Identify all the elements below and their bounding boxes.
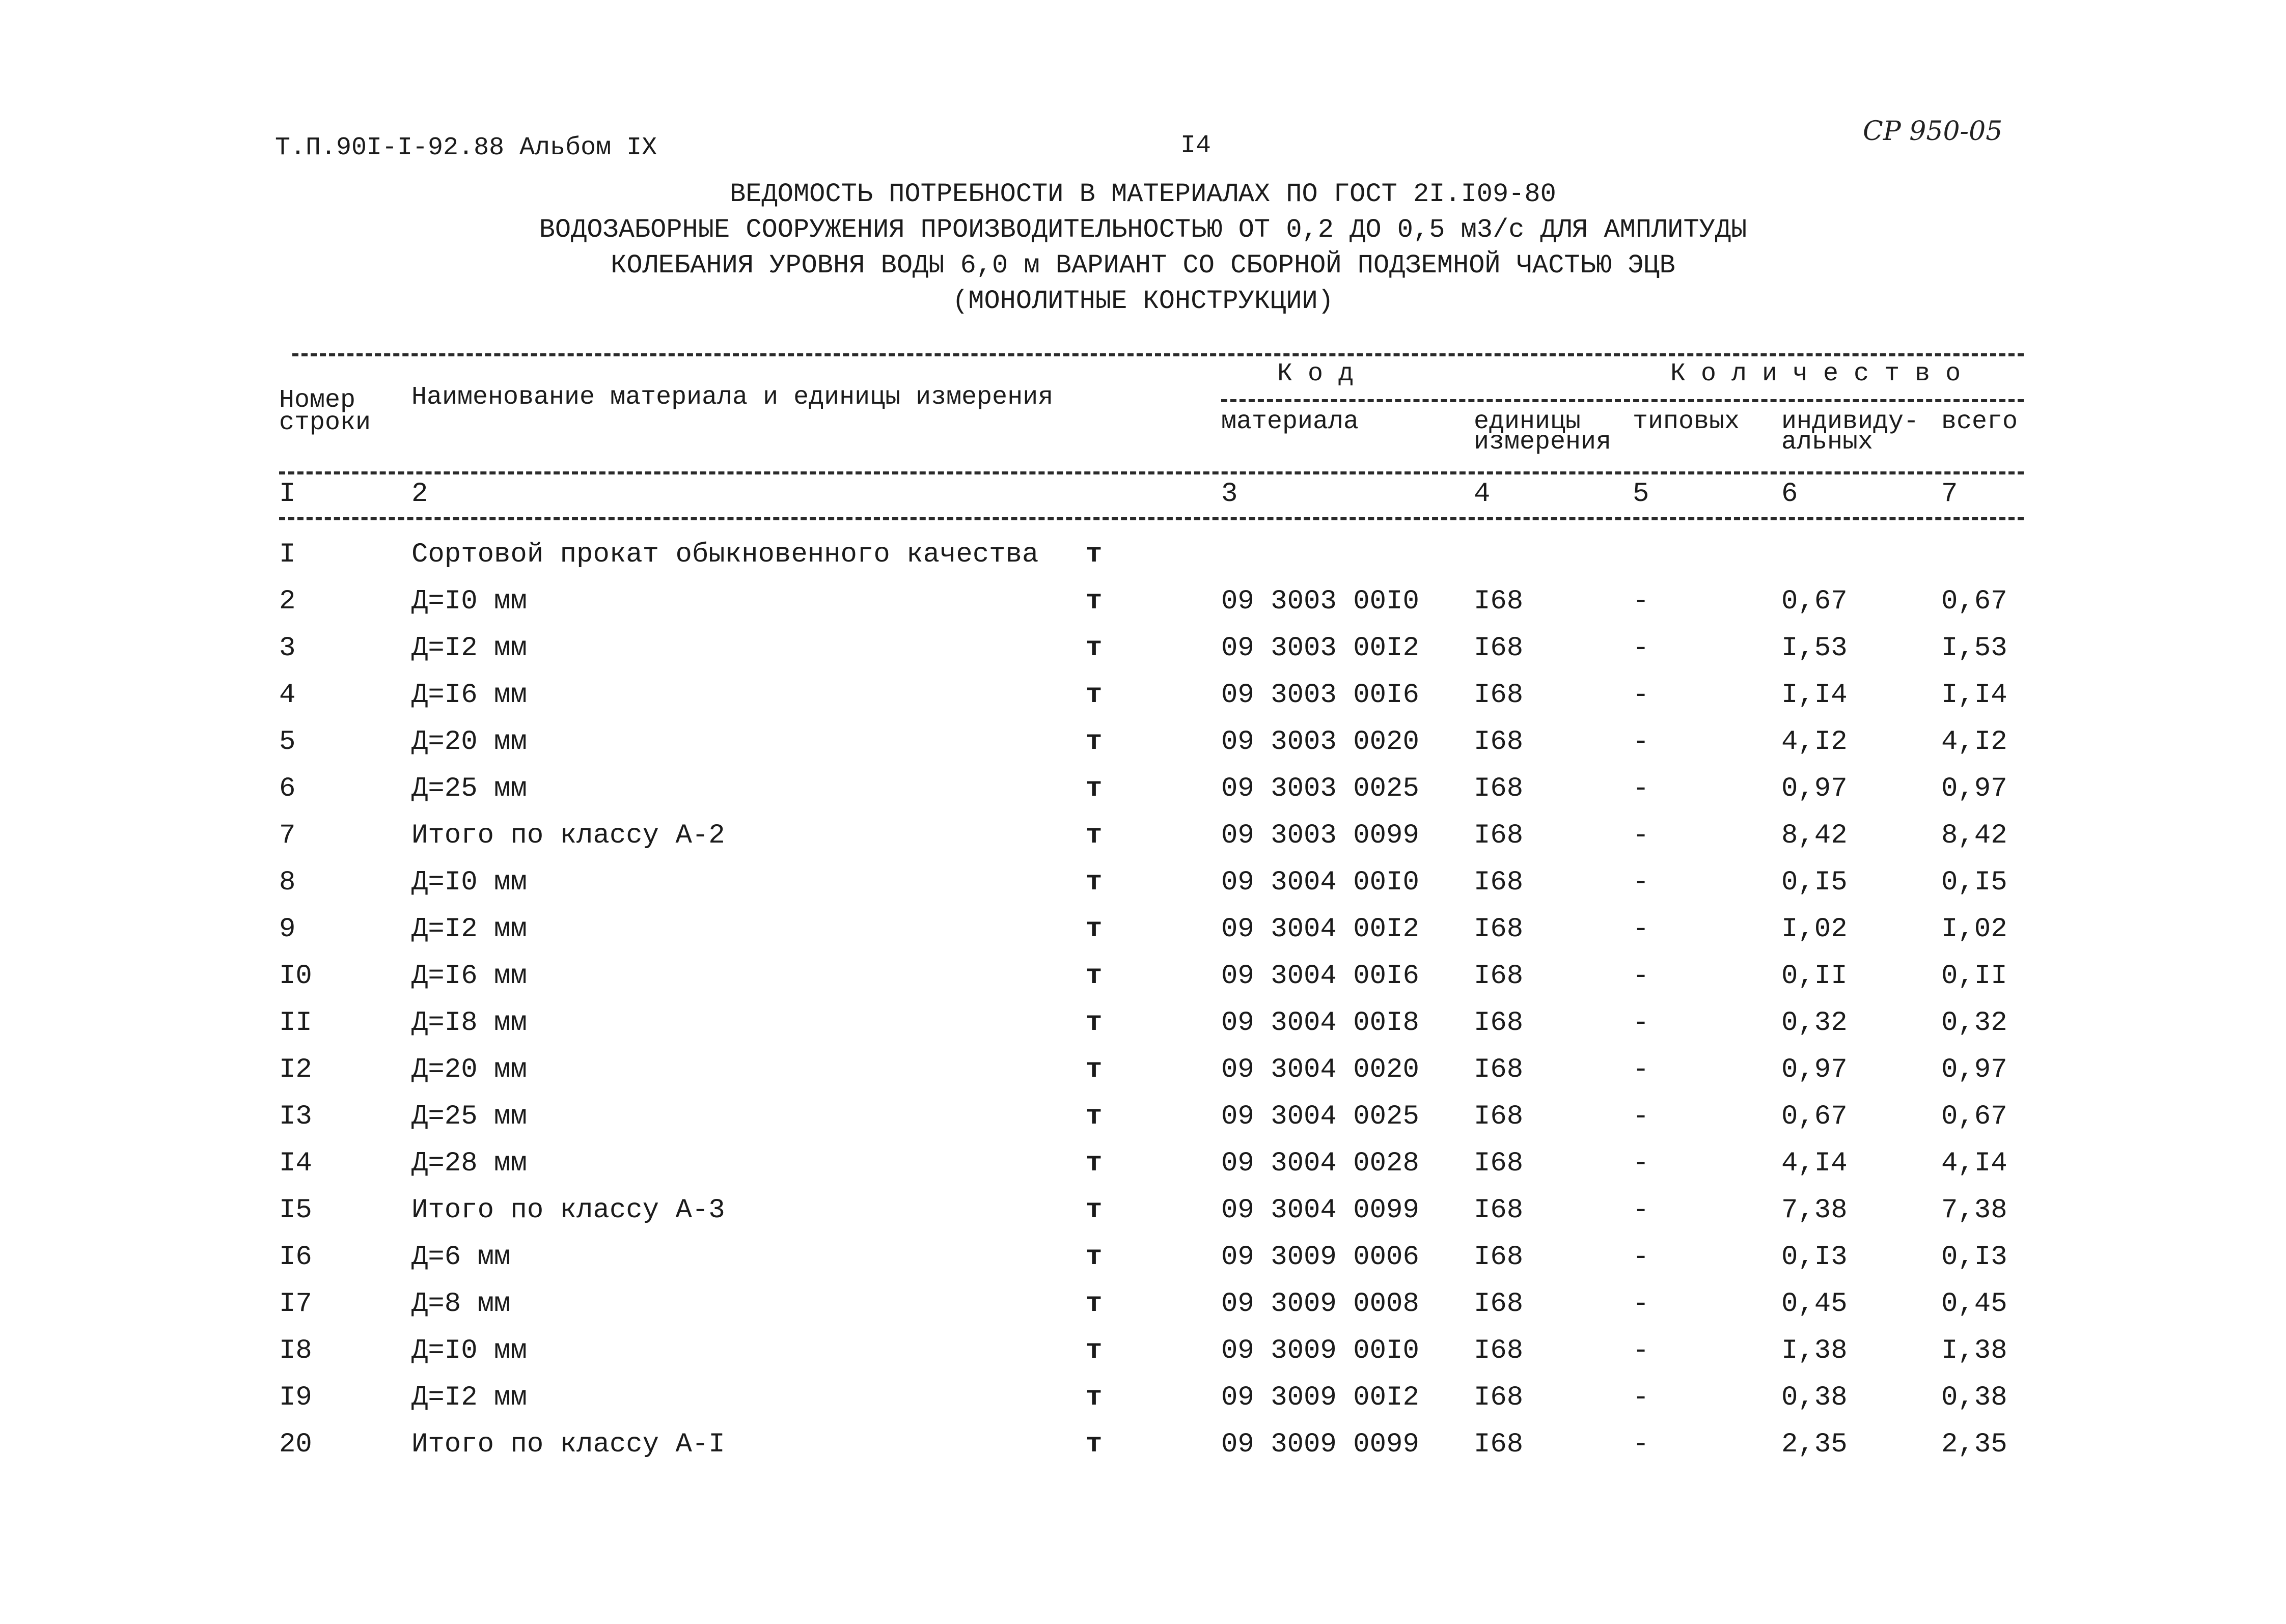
qty-individual: 0,67 <box>1781 586 1848 617</box>
qty-typical: - <box>1633 1148 1649 1179</box>
row-number: I8 <box>279 1335 312 1366</box>
qty-individual: 0,45 <box>1781 1289 1848 1320</box>
qty-typical: - <box>1633 961 1649 992</box>
unit-code: I68 <box>1474 914 1524 945</box>
unit-code: I68 <box>1474 1148 1524 1179</box>
unit-code: I68 <box>1474 1007 1524 1039</box>
header-row-number-1: Номер <box>279 386 356 415</box>
material-name: Д=25 мм <box>411 1101 527 1132</box>
table-row <box>0 578 2286 625</box>
qty-individual: 0,I5 <box>1781 867 1848 898</box>
unit: т <box>1086 1242 1103 1273</box>
material-name: Д=I6 мм <box>411 961 527 992</box>
unit-code: I68 <box>1474 633 1524 664</box>
unit-code: I68 <box>1474 1242 1524 1273</box>
row-number: I9 <box>279 1382 312 1413</box>
row-number: I3 <box>279 1101 312 1132</box>
table-row <box>0 1187 2286 1234</box>
row-number: 5 <box>279 726 296 758</box>
qty-total: 7,38 <box>1941 1195 2007 1226</box>
qty-typical: - <box>1633 586 1649 617</box>
table-row <box>0 859 2286 906</box>
unit-code: I68 <box>1474 726 1524 758</box>
table-row <box>0 1234 2286 1281</box>
unit: т <box>1086 680 1103 711</box>
header-qty-individual-2: альных <box>1781 428 1874 457</box>
material-name: Д=8 мм <box>411 1289 511 1320</box>
unit: т <box>1086 961 1103 992</box>
material-code: 09 3003 00I6 <box>1221 680 1419 711</box>
row-number: 6 <box>279 773 296 804</box>
qty-individual: I,I4 <box>1781 680 1848 711</box>
material-code: 09 3004 0028 <box>1221 1148 1419 1179</box>
code-group-rule <box>1221 399 2024 402</box>
row-number: I2 <box>279 1054 312 1085</box>
material-name: Д=I2 мм <box>411 633 527 664</box>
material-code: 09 3003 0020 <box>1221 726 1419 758</box>
qty-total: 0,I5 <box>1941 867 2007 898</box>
qty-typical: - <box>1633 1195 1649 1226</box>
material-code: 09 3004 00I8 <box>1221 1007 1419 1039</box>
qty-total: 2,35 <box>1941 1429 2007 1460</box>
column-number: 5 <box>1633 479 1649 510</box>
material-name: Д=6 мм <box>411 1242 511 1273</box>
unit: т <box>1086 1101 1103 1132</box>
unit: т <box>1086 1289 1103 1320</box>
material-code: 09 3003 00I0 <box>1221 586 1419 617</box>
unit: т <box>1086 1429 1103 1460</box>
material-code: 09 3004 0025 <box>1221 1101 1419 1132</box>
qty-total: I,53 <box>1941 633 2007 664</box>
column-number: 7 <box>1941 479 1958 510</box>
table-row <box>0 1375 2286 1421</box>
qty-total: 0,I3 <box>1941 1242 2007 1273</box>
qty-total: 0,45 <box>1941 1289 2007 1320</box>
unit: т <box>1086 726 1103 758</box>
material-name: Итого по классу А-2 <box>411 820 725 851</box>
unit-code: I68 <box>1474 773 1524 804</box>
row-number: 7 <box>279 820 296 851</box>
qty-individual: 0,38 <box>1781 1382 1848 1413</box>
table-top-rule <box>292 353 2024 356</box>
material-name: Д=I0 мм <box>411 867 527 898</box>
column-numbers-rule <box>279 517 2024 520</box>
qty-total: 4,I2 <box>1941 726 2007 758</box>
column-number: 4 <box>1474 479 1491 510</box>
unit: т <box>1086 1382 1103 1413</box>
material-name: Д=20 мм <box>411 1054 527 1085</box>
material-name: Д=I2 мм <box>411 1382 527 1413</box>
qty-total: 0,38 <box>1941 1382 2007 1413</box>
material-name: Д=I6 мм <box>411 680 527 711</box>
row-number: 2 <box>279 586 296 617</box>
row-number: 8 <box>279 867 296 898</box>
column-number: I <box>279 479 296 510</box>
qty-typical: - <box>1633 633 1649 664</box>
unit-code: I68 <box>1474 867 1524 898</box>
qty-total: 0,97 <box>1941 773 2007 804</box>
qty-total: 4,I4 <box>1941 1148 2007 1179</box>
material-name: Д=I0 мм <box>411 586 527 617</box>
table-row <box>0 625 2286 672</box>
table-row <box>0 766 2286 813</box>
qty-typical: - <box>1633 820 1649 851</box>
material-name: Д=25 мм <box>411 773 527 804</box>
table-row <box>0 1328 2286 1375</box>
table-row <box>0 1047 2286 1094</box>
unit-code: I68 <box>1474 1429 1524 1460</box>
qty-individual: I,53 <box>1781 633 1848 664</box>
header-code-group: К о д <box>1277 359 1354 388</box>
table-row <box>0 1140 2286 1187</box>
material-code: 09 3003 00I2 <box>1221 633 1419 664</box>
header-qty-individual-1: индивиду- <box>1781 407 1919 436</box>
handwritten-code: СР 950-05 <box>1863 116 2003 147</box>
material-code: 09 3004 00I2 <box>1221 914 1419 945</box>
header-qty-total: всего <box>1941 407 2018 436</box>
unit: т <box>1086 586 1103 617</box>
qty-individual: 4,I2 <box>1781 726 1848 758</box>
qty-total: I,38 <box>1941 1335 2007 1366</box>
material-code: 09 3003 0099 <box>1221 820 1419 851</box>
unit-code: I68 <box>1474 1054 1524 1085</box>
qty-total: I,02 <box>1941 914 2007 945</box>
header-qty-typical: типовых <box>1633 407 1740 436</box>
header-code-unit-1: единицы <box>1474 407 1581 436</box>
header-row-number-2: строки <box>279 408 371 437</box>
unit: т <box>1086 867 1103 898</box>
qty-typical: - <box>1633 1054 1649 1085</box>
material-code: 09 3009 0099 <box>1221 1429 1419 1460</box>
qty-typical: - <box>1633 726 1649 758</box>
material-code: 09 3004 0020 <box>1221 1054 1419 1085</box>
unit: т <box>1086 1054 1103 1085</box>
table-row <box>0 531 2286 578</box>
title-line-4: (МОНОЛИТНЫЕ КОНСТРУКЦИИ) <box>952 286 1334 316</box>
material-code: 09 3009 00I0 <box>1221 1335 1419 1366</box>
header-code-unit-2: измерения <box>1474 428 1612 457</box>
qty-total: 8,42 <box>1941 820 2007 851</box>
row-number: I7 <box>279 1289 312 1320</box>
unit-code: I68 <box>1474 820 1524 851</box>
unit-code: I68 <box>1474 1382 1524 1413</box>
qty-individual: 0,97 <box>1781 773 1848 804</box>
unit-code: I68 <box>1474 680 1524 711</box>
header-material-name: Наименование материала и единицы измерения <box>411 383 1054 412</box>
qty-typical: - <box>1633 1101 1649 1132</box>
qty-total: 0,97 <box>1941 1054 2007 1085</box>
qty-individual: I,38 <box>1781 1335 1848 1366</box>
unit: т <box>1086 773 1103 804</box>
row-number: 4 <box>279 680 296 711</box>
material-name: Итого по классу А-I <box>411 1429 725 1460</box>
row-number: 9 <box>279 914 296 945</box>
qty-typical: - <box>1633 773 1649 804</box>
unit-code: I68 <box>1474 961 1524 992</box>
qty-typical: - <box>1633 1382 1649 1413</box>
table-row <box>0 906 2286 953</box>
page-number: I4 <box>1180 131 1211 160</box>
unit-code: I68 <box>1474 586 1524 617</box>
row-number: I4 <box>279 1148 312 1179</box>
material-code: 09 3004 00I6 <box>1221 961 1419 992</box>
table-row <box>0 1421 2286 1468</box>
row-number: I5 <box>279 1195 312 1226</box>
material-name: Д=I8 мм <box>411 1007 527 1039</box>
row-number: 3 <box>279 633 296 664</box>
unit: т <box>1086 1335 1103 1366</box>
unit: т <box>1086 1007 1103 1039</box>
material-code: 09 3004 00I0 <box>1221 867 1419 898</box>
qty-typical: - <box>1633 680 1649 711</box>
material-code: 09 3009 0008 <box>1221 1289 1419 1320</box>
qty-typical: - <box>1633 1289 1649 1320</box>
unit: т <box>1086 539 1103 570</box>
row-number: I6 <box>279 1242 312 1273</box>
row-number: I0 <box>279 961 312 992</box>
material-name: Д=20 мм <box>411 726 527 758</box>
qty-total: I,I4 <box>1941 680 2007 711</box>
material-name: Сортовой прокат обыкновенного качества <box>411 539 1039 570</box>
material-code: 09 3009 0006 <box>1221 1242 1419 1273</box>
table-row <box>0 1281 2286 1328</box>
header-bottom-rule <box>279 471 2024 474</box>
header-quantity-group: К о л и ч е с т в о <box>1670 359 1961 388</box>
qty-individual: 0,I3 <box>1781 1242 1848 1273</box>
qty-total: 0,67 <box>1941 1101 2007 1132</box>
table-row <box>0 1094 2286 1140</box>
document-reference: Т.П.90I-I-92.88 Альбом IX <box>275 133 657 162</box>
row-number: I <box>279 539 296 570</box>
qty-typical: - <box>1633 1429 1649 1460</box>
qty-typical: - <box>1633 1007 1649 1039</box>
column-number: 3 <box>1221 479 1238 510</box>
material-code: 09 3004 0099 <box>1221 1195 1419 1226</box>
qty-total: 0,II <box>1941 961 2007 992</box>
qty-individual: 2,35 <box>1781 1429 1848 1460</box>
row-number: II <box>279 1007 312 1039</box>
qty-individual: 8,42 <box>1781 820 1848 851</box>
title-line-3: КОЛЕБАНИЯ УРОВНЯ ВОДЫ 6,0 м ВАРИАНТ СО СБОРНОЙ ПОДЗЕМНОЙ ЧАСТЬЮ ЭЦВ <box>611 250 1675 281</box>
table-row <box>0 813 2286 859</box>
unit-code: I68 <box>1474 1101 1524 1132</box>
material-name: Д=I0 мм <box>411 1335 527 1366</box>
table-row <box>0 953 2286 1000</box>
qty-individual: 4,I4 <box>1781 1148 1848 1179</box>
qty-individual: I,02 <box>1781 914 1848 945</box>
table-row <box>0 1000 2286 1047</box>
unit-code: I68 <box>1474 1335 1524 1366</box>
qty-typical: - <box>1633 867 1649 898</box>
qty-typical: - <box>1633 914 1649 945</box>
qty-individual: 0,32 <box>1781 1007 1848 1039</box>
qty-individual: 0,II <box>1781 961 1848 992</box>
column-number: 2 <box>411 479 428 510</box>
unit-code: I68 <box>1474 1289 1524 1320</box>
table-row <box>0 719 2286 766</box>
column-number: 6 <box>1781 479 1798 510</box>
qty-individual: 0,97 <box>1781 1054 1848 1085</box>
qty-total: 0,32 <box>1941 1007 2007 1039</box>
unit: т <box>1086 1195 1103 1226</box>
unit: т <box>1086 820 1103 851</box>
material-name: Д=28 мм <box>411 1148 527 1179</box>
material-code: 09 3003 0025 <box>1221 773 1419 804</box>
unit: т <box>1086 633 1103 664</box>
qty-typical: - <box>1633 1242 1649 1273</box>
qty-total: 0,67 <box>1941 586 2007 617</box>
row-number: 20 <box>279 1429 312 1460</box>
header-code-material: материала <box>1221 407 1359 436</box>
title-line-1: ВЕДОМОСТЬ ПОТРЕБНОСТИ В МАТЕРИАЛАХ ПО ГОСТ 2I.I09-80 <box>730 179 1556 209</box>
title-line-2: ВОДОЗАБОРНЫЕ СООРУЖЕНИЯ ПРОИЗВОДИТЕЛЬНОСТЬЮ ОТ 0,2 ДО 0,5 м3/с ДЛЯ АМПЛИТУДЫ <box>539 215 1747 245</box>
material-name: Д=I2 мм <box>411 914 527 945</box>
unit: т <box>1086 914 1103 945</box>
qty-typical: - <box>1633 1335 1649 1366</box>
table-row <box>0 672 2286 719</box>
unit: т <box>1086 1148 1103 1179</box>
unit-code: I68 <box>1474 1195 1524 1226</box>
qty-individual: 7,38 <box>1781 1195 1848 1226</box>
qty-individual: 0,67 <box>1781 1101 1848 1132</box>
material-code: 09 3009 00I2 <box>1221 1382 1419 1413</box>
material-name: Итого по классу А-3 <box>411 1195 725 1226</box>
